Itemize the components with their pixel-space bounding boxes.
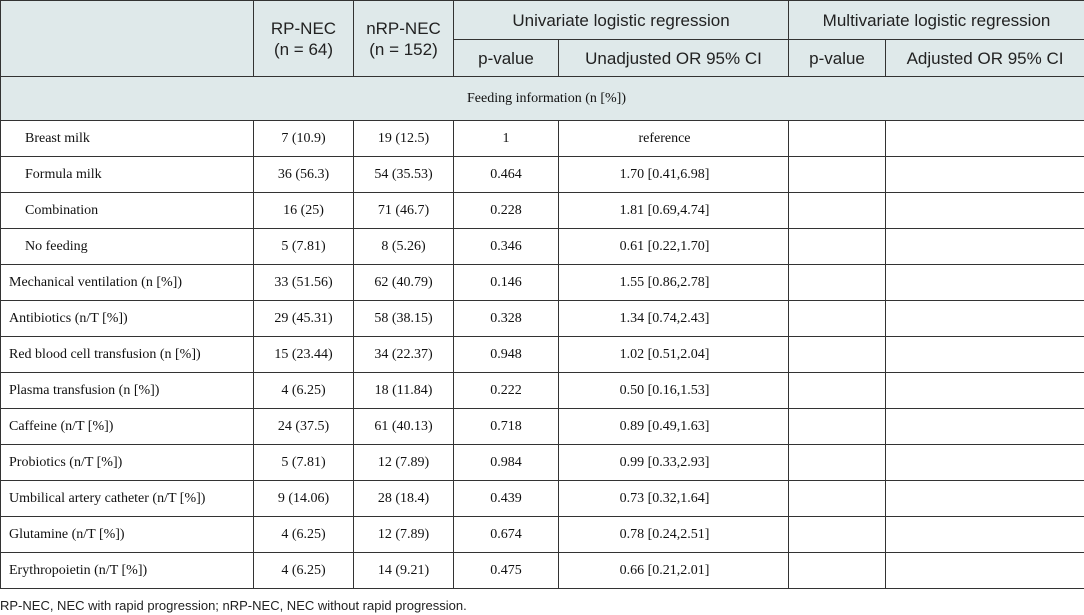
- univariate-p-value: 0.475: [454, 553, 559, 589]
- multivariate-p-value: [789, 409, 886, 445]
- nrp-nec-value: 71 (46.7): [354, 193, 454, 229]
- row-label: Glutamine (n/T [%]): [1, 517, 254, 553]
- multivariate-p-value: [789, 481, 886, 517]
- rp-nec-value: 33 (51.56): [254, 265, 354, 301]
- rp-nec-value: 15 (23.44): [254, 337, 354, 373]
- unadjusted-or-value: 1.70 [0.41,6.98]: [559, 157, 789, 193]
- adjusted-or-value: [886, 301, 1084, 337]
- header-nrp-nec-label: nRP-NEC: [366, 18, 441, 38]
- adjusted-or-value: [886, 229, 1084, 265]
- unadjusted-or-value: 1.55 [0.86,2.78]: [559, 265, 789, 301]
- table-row: [1, 193, 1084, 229]
- row-label: Combination: [1, 193, 254, 229]
- unadjusted-or-value: 0.61 [0.22,1.70]: [559, 229, 789, 265]
- univariate-p-value: 0.464: [454, 157, 559, 193]
- header-nrp-nec-n: (n = 152): [369, 39, 438, 59]
- univariate-p-value: 0.346: [454, 229, 559, 265]
- adjusted-or-value: [886, 373, 1084, 409]
- adjusted-or-value: [886, 517, 1084, 553]
- table-row: [1, 337, 1084, 373]
- unadjusted-or-value: 0.50 [0.16,1.53]: [559, 373, 789, 409]
- footnote: RP-NEC, NEC with rapid progression; nRP-NEC, NEC without rapid progression.: [0, 598, 467, 613]
- header-rp-nec-label: RP-NEC: [270, 18, 337, 38]
- rp-nec-value: 4 (6.25): [254, 553, 354, 589]
- nrp-nec-value: 62 (40.79): [354, 265, 454, 301]
- header-multivariate-p-value: p-value: [789, 40, 886, 77]
- univariate-p-value: 1: [454, 121, 559, 157]
- nrp-nec-value: 54 (35.53): [354, 157, 454, 193]
- adjusted-or-value: [886, 337, 1084, 373]
- rp-nec-value: 4 (6.25): [254, 517, 354, 553]
- row-label: Erythropoietin (n/T [%]): [1, 553, 254, 589]
- univariate-p-value: 0.146: [454, 265, 559, 301]
- nrp-nec-value: 28 (18.4): [354, 481, 454, 517]
- unadjusted-or-value: 1.34 [0.74,2.43]: [559, 301, 789, 337]
- unadjusted-or-value: reference: [559, 121, 789, 157]
- header-multivariate: Multivariate logistic regression: [789, 1, 1084, 40]
- table-row: [1, 157, 1084, 193]
- multivariate-p-value: [789, 229, 886, 265]
- univariate-p-value: 0.948: [454, 337, 559, 373]
- unadjusted-or-value: 0.89 [0.49,1.63]: [559, 409, 789, 445]
- row-label: Umbilical artery catheter (n/T [%]): [1, 481, 254, 517]
- nrp-nec-value: 61 (40.13): [354, 409, 454, 445]
- adjusted-or-value: [886, 121, 1084, 157]
- row-label: Red blood cell transfusion (n [%]): [1, 337, 254, 373]
- adjusted-or-value: [886, 481, 1084, 517]
- header-univariate-p-value: p-value: [454, 40, 559, 77]
- header-adjusted-or: Adjusted OR 95% CI: [886, 40, 1084, 77]
- multivariate-p-value: [789, 265, 886, 301]
- row-label: Plasma transfusion (n [%]): [1, 373, 254, 409]
- adjusted-or-value: [886, 445, 1084, 481]
- adjusted-or-value: [886, 193, 1084, 229]
- univariate-p-value: 0.718: [454, 409, 559, 445]
- rp-nec-value: 29 (45.31): [254, 301, 354, 337]
- table-row: [1, 481, 1084, 517]
- table-row: [1, 229, 1084, 265]
- adjusted-or-value: [886, 553, 1084, 589]
- multivariate-p-value: [789, 517, 886, 553]
- table-row: [1, 517, 1084, 553]
- multivariate-p-value: [789, 337, 886, 373]
- multivariate-p-value: [789, 301, 886, 337]
- nrp-nec-value: 34 (22.37): [354, 337, 454, 373]
- header-univariate: Univariate logistic regression: [454, 1, 789, 40]
- unadjusted-or-value: 0.78 [0.24,2.51]: [559, 517, 789, 553]
- nrp-nec-value: 12 (7.89): [354, 517, 454, 553]
- table-row: [1, 373, 1084, 409]
- rp-nec-value: 36 (56.3): [254, 157, 354, 193]
- table-row: [1, 445, 1084, 481]
- univariate-p-value: 0.228: [454, 193, 559, 229]
- multivariate-p-value: [789, 121, 886, 157]
- rp-nec-value: 24 (37.5): [254, 409, 354, 445]
- unadjusted-or-value: 0.73 [0.32,1.64]: [559, 481, 789, 517]
- table-row: [1, 265, 1084, 301]
- table-row: [1, 121, 1084, 157]
- header-rp-nec: [254, 1, 354, 77]
- univariate-p-value: 0.984: [454, 445, 559, 481]
- rp-nec-value: 9 (14.06): [254, 481, 354, 517]
- nrp-nec-value: 19 (12.5): [354, 121, 454, 157]
- row-label: Probiotics (n/T [%]): [1, 445, 254, 481]
- nrp-nec-value: 8 (5.26): [354, 229, 454, 265]
- row-label: Mechanical ventilation (n [%]): [1, 265, 254, 301]
- adjusted-or-value: [886, 157, 1084, 193]
- row-label: Formula milk: [1, 157, 254, 193]
- rp-nec-value: 5 (7.81): [254, 445, 354, 481]
- header-unadjusted-or: Unadjusted OR 95% CI: [559, 40, 789, 77]
- row-label: Antibiotics (n/T [%]): [1, 301, 254, 337]
- header-label-column: [1, 1, 254, 77]
- rp-nec-value: 16 (25): [254, 193, 354, 229]
- adjusted-or-value: [886, 409, 1084, 445]
- row-label: No feeding: [1, 229, 254, 265]
- section-feeding-information: Feeding information (n [%]): [1, 77, 1084, 121]
- univariate-p-value: 0.439: [454, 481, 559, 517]
- table-row: [1, 553, 1084, 589]
- univariate-p-value: 0.222: [454, 373, 559, 409]
- rp-nec-value: 5 (7.81): [254, 229, 354, 265]
- multivariate-p-value: [789, 373, 886, 409]
- unadjusted-or-value: 1.02 [0.51,2.04]: [559, 337, 789, 373]
- unadjusted-or-value: 0.66 [0.21,2.01]: [559, 553, 789, 589]
- adjusted-or-value: [886, 265, 1084, 301]
- header-nrp-nec: [354, 1, 454, 77]
- nrp-nec-value: 12 (7.89): [354, 445, 454, 481]
- table-row: [1, 301, 1084, 337]
- multivariate-p-value: [789, 445, 886, 481]
- header-rp-nec-n: (n = 64): [273, 39, 334, 59]
- multivariate-p-value: [789, 157, 886, 193]
- row-label: Breast milk: [1, 121, 254, 157]
- nrp-nec-value: 58 (38.15): [354, 301, 454, 337]
- univariate-p-value: 0.674: [454, 517, 559, 553]
- multivariate-p-value: [789, 193, 886, 229]
- unadjusted-or-value: 1.81 [0.69,4.74]: [559, 193, 789, 229]
- unadjusted-or-value: 0.99 [0.33,2.93]: [559, 445, 789, 481]
- row-label: Caffeine (n/T [%]): [1, 409, 254, 445]
- univariate-p-value: 0.328: [454, 301, 559, 337]
- multivariate-p-value: [789, 553, 886, 589]
- nrp-nec-value: 14 (9.21): [354, 553, 454, 589]
- nrp-nec-value: 18 (11.84): [354, 373, 454, 409]
- table-row: [1, 409, 1084, 445]
- rp-nec-value: 7 (10.9): [254, 121, 354, 157]
- rp-nec-value: 4 (6.25): [254, 373, 354, 409]
